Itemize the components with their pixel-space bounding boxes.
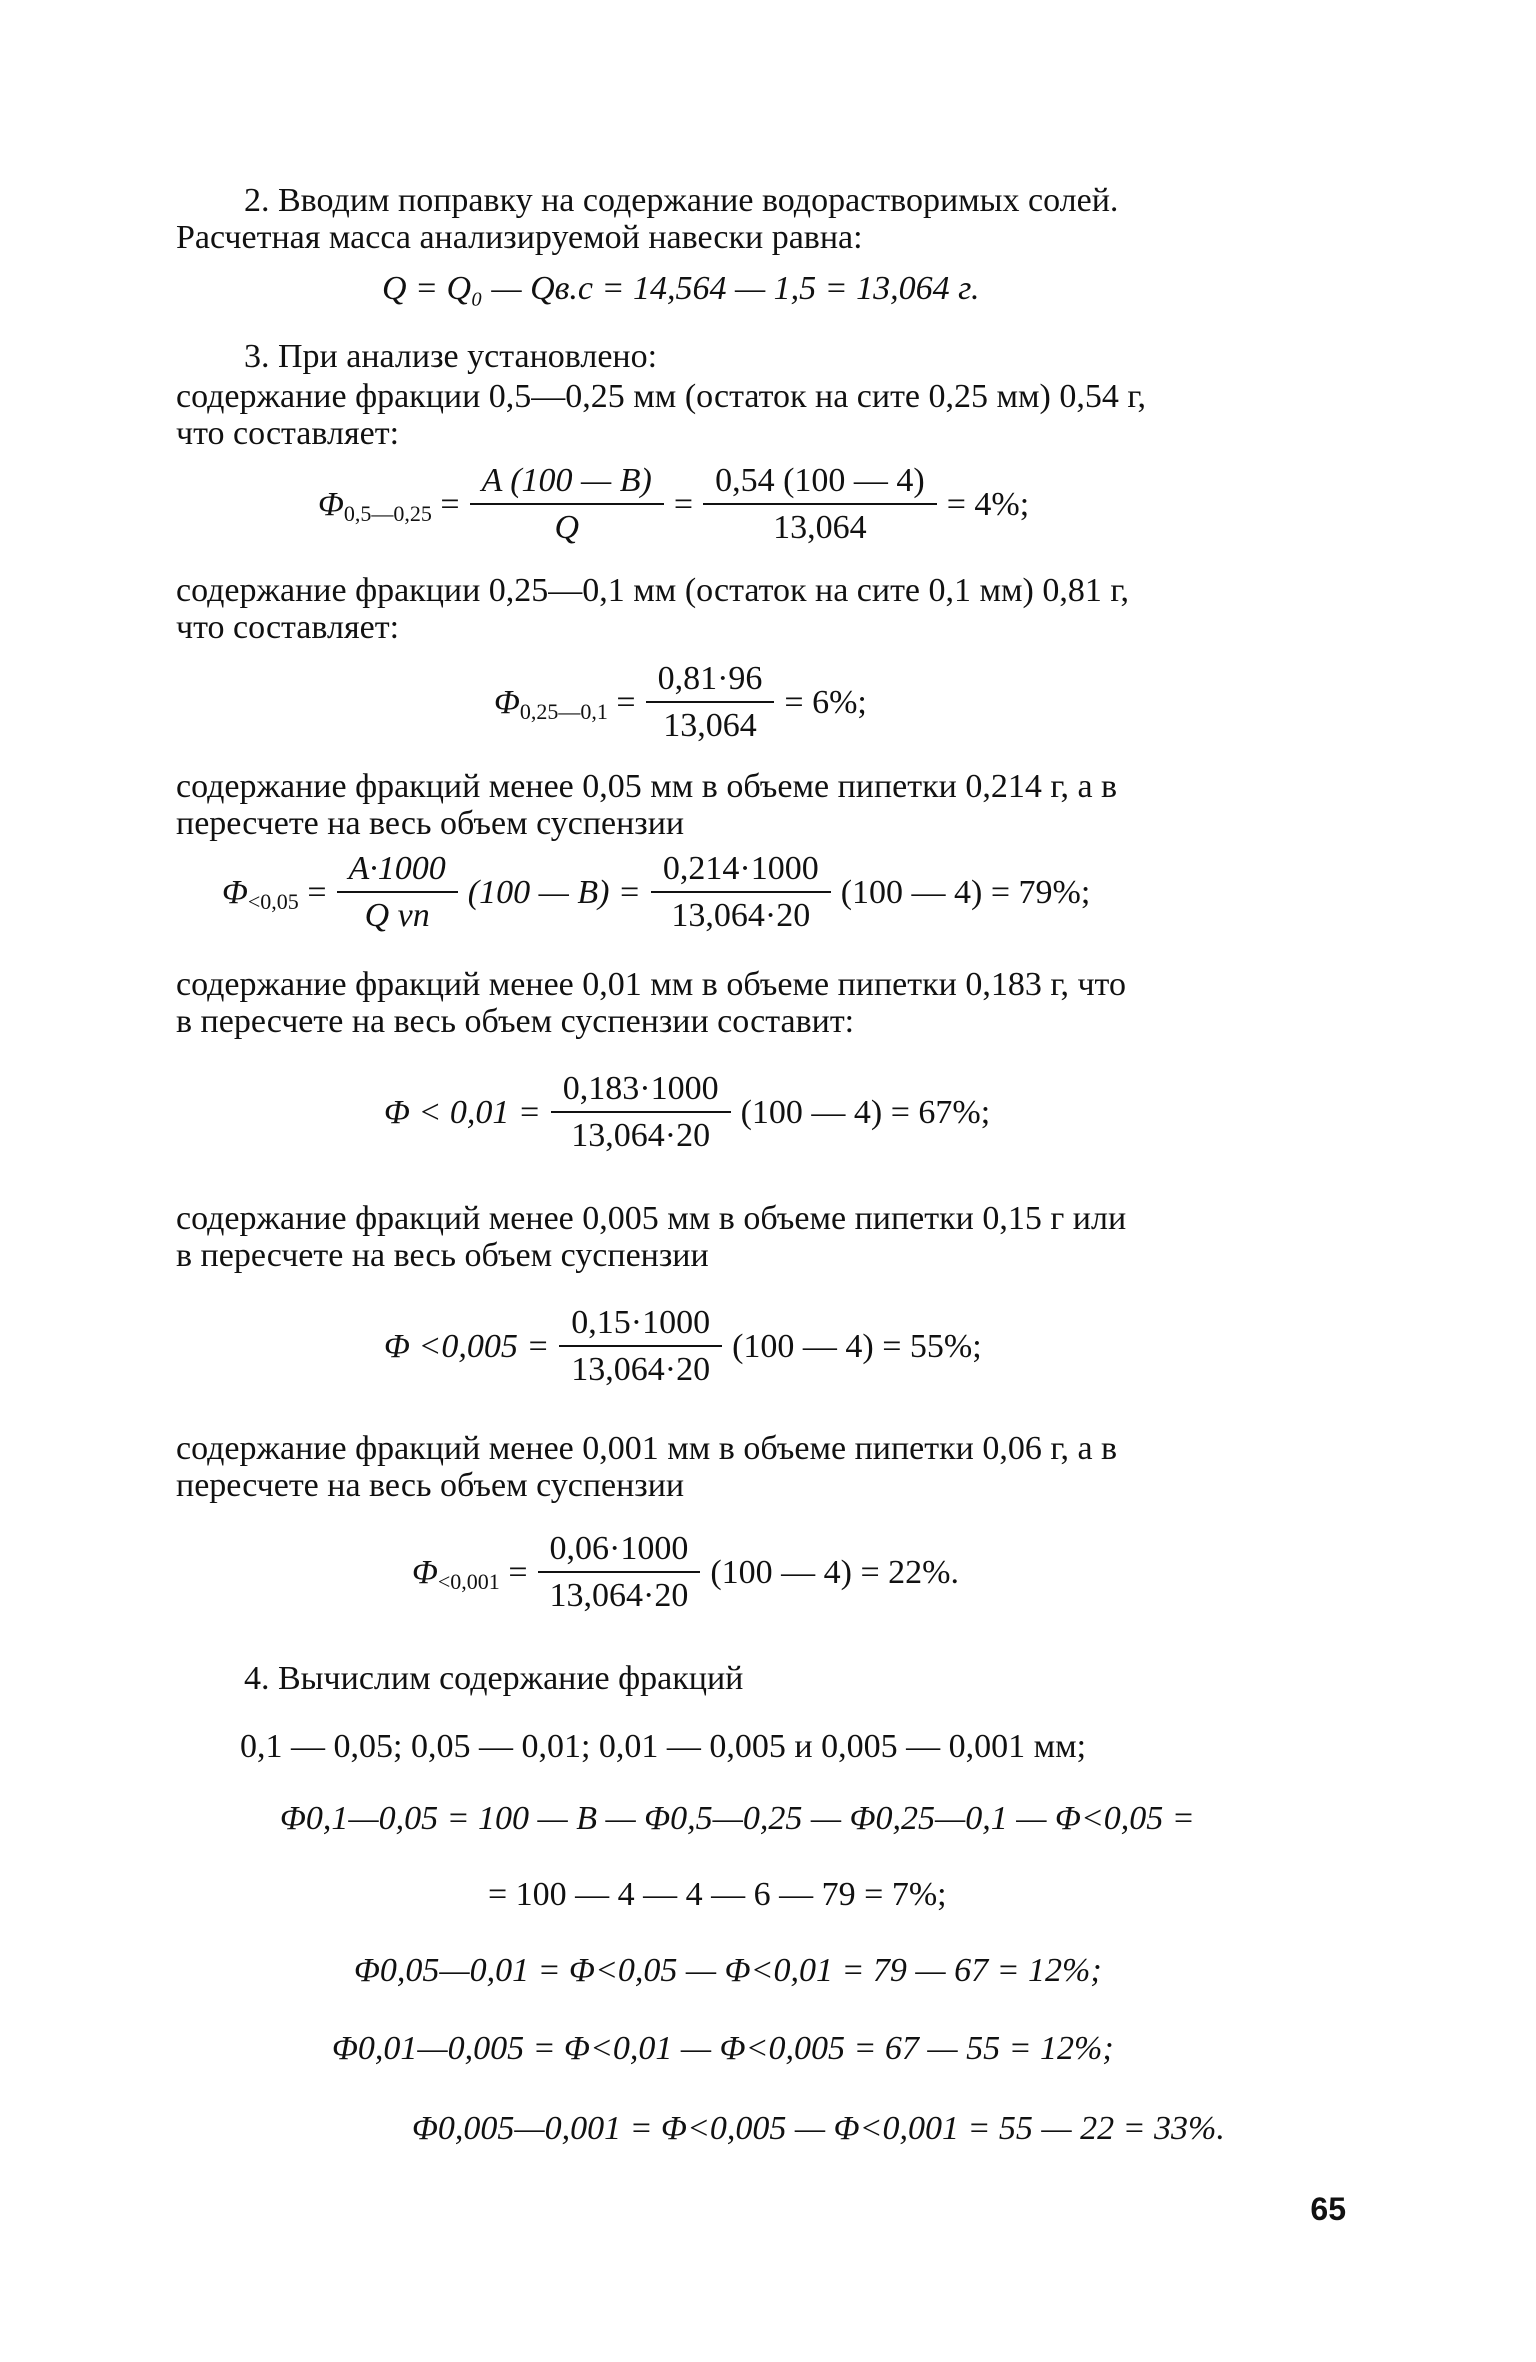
section-2-line-2: Расчетная масса анализируемой навески равна: <box>176 219 863 257</box>
section-4-equation-1: Φ0,1—0,05 = 100 — B — Φ0,5—0,25 — Φ0,25—0,1 — Φ<0,05 = <box>280 1800 1195 1837</box>
section-2-line-1: 2. Вводим поправку на содержание водорастворимых солей. <box>244 182 1119 219</box>
mass-formula: Q = Q₀ — Qв.с = 14,564 — 1,5 = 13,064 г. <box>382 270 980 307</box>
section-4-ranges: 0,1 — 0,05; 0,05 — 0,01; 0,01 — 0,005 и 0,005 — 0,001 мм; <box>240 1728 1087 1765</box>
section-4-intro: 4. Вычислим содержание фракций <box>244 1660 744 1697</box>
fraction-1-formula: Φ 0,5—0,25 = $\frac{A (100 — B)}{Q}$ = $\frac{0,54 (100 — 4)}{13,064}$ = 4%; <box>318 462 1030 547</box>
page-number: 65 <box>1310 2191 1346 2227</box>
fraction-3-text: содержание фракций менее 0,05 мм в объеме пипетки 0,214 г, а в пересчете на весь объем суспензии <box>176 768 1118 843</box>
section-2-paragraph <box>176 182 1336 257</box>
fraction-4-formula: Φ < 0,01 = $\frac{0,183\cdot 1000}{13,064\cdot 20}$ (100 — 4) = 67%; <box>384 1070 991 1155</box>
fraction-6-text: содержание фракций менее 0,001 мм в объеме пипетки 0,06 г, а в пересчете на весь объем суспензии <box>176 1430 1118 1505</box>
fraction-1-text: содержание фракции 0,5—0,25 мм (остаток на сите 0,25 мм) 0,54 г, что составляет: <box>176 378 1146 453</box>
section-4-equation-3: Φ0,01—0,005 = Φ<0,01 — Φ<0,005 = 67 — 55 = 12%; <box>332 2030 1114 2067</box>
section-3-intro: 3. При анализе установлено: <box>244 338 658 375</box>
fraction-6-formula: Φ <0,001 = $\frac{0,06\cdot 1000}{13,064\cdot 20}$ (100 — 4) = 22%. <box>412 1530 959 1615</box>
fraction-4-text: содержание фракций менее 0,01 мм в объеме пипетки 0,183 г, что в пересчете на весь объем суспензии составит: <box>176 966 1126 1041</box>
fraction-5-formula: Φ <0,005 = $\frac{0,15\cdot 1000}{13,064\cdot 20}$ (100 — 4) = 55%; <box>384 1304 982 1389</box>
section-4-equation-4: Φ0,005—0,001 = Φ<0,005 — Φ<0,001 = 55 — 22 = 33%. <box>412 2110 1225 2147</box>
fraction-1-term-1: $\frac{A (100 — B)}{Q}$ <box>470 462 664 547</box>
section-4-equation-1-result: = 100 — 4 — 4 — 6 — 79 = 7%; <box>488 1876 947 1913</box>
fraction-1-term-2: $\frac{0,54 (100 — 4)}{13,064}$ <box>703 462 937 547</box>
fraction-3-formula: Φ <0,05 = $\frac{A\cdot 1000}{\text{Q vп}}$ (100 — B) = $\frac{0,214\cdot 1000}{13,064\cdot 20}$ (100 — 4) = 79%; <box>222 850 1091 935</box>
fraction-5-text: содержание фракций менее 0,005 мм в объеме пипетки 0,15 г или в пересчете на весь объем суспензии <box>176 1200 1127 1275</box>
fraction-2-formula: Φ 0,25—0,1 = $\frac{0,81\cdot 96}{13,064}$ = 6%; <box>494 660 867 745</box>
fraction-2-text: содержание фракции 0,25—0,1 мм (остаток на сите 0,1 мм) 0,81 г, что составляет: <box>176 572 1129 647</box>
section-4-equation-2: Φ0,05—0,01 = Φ<0,05 — Φ<0,01 = 79 — 67 = 12%; <box>354 1952 1102 1989</box>
